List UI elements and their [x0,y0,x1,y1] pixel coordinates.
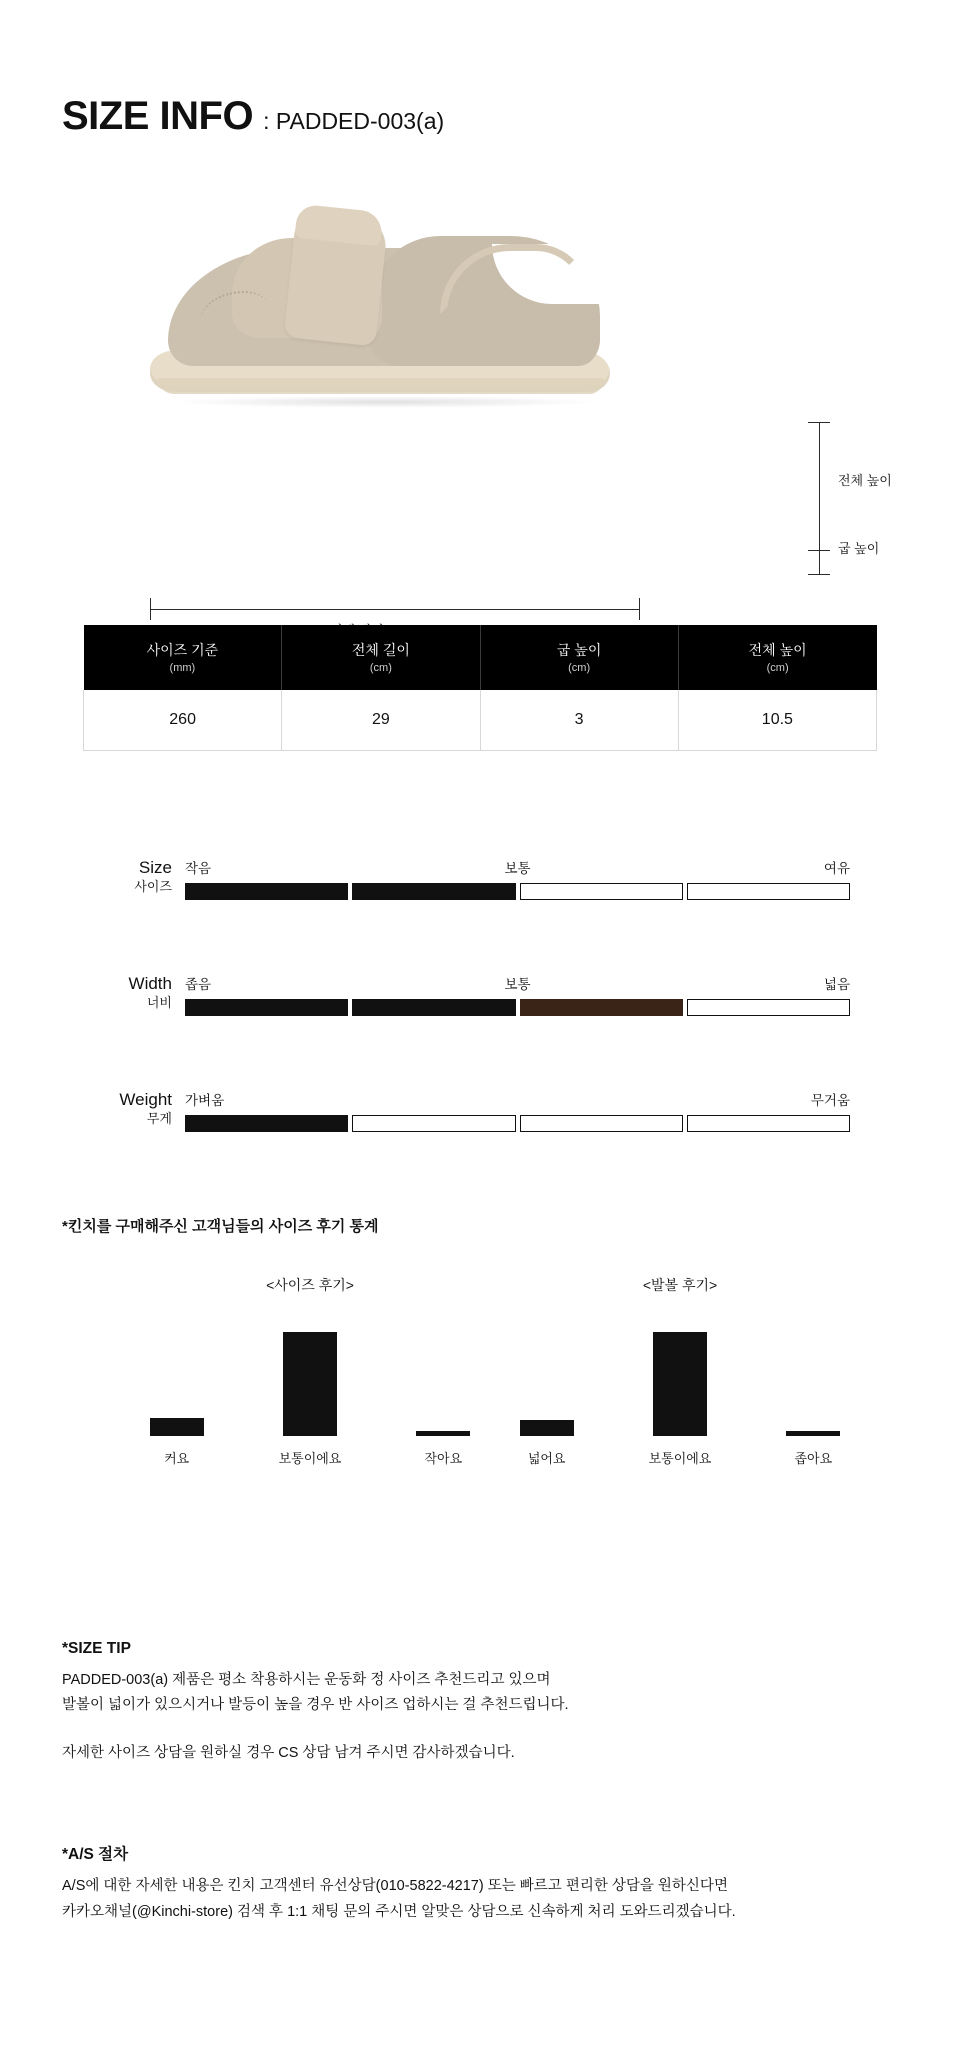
length-tick-right [639,598,640,620]
bar-column [117,1311,237,1467]
table-row [84,690,877,751]
meter-size-scale-mid: 보통 [504,861,531,876]
bar-label: 좁아요 [794,1451,833,1466]
meter-weight-scale-right: 무거움 [810,1093,850,1108]
as-block [62,1842,902,1925]
meter-width-label-ko: 너비 [146,995,172,1011]
size-review-bars [110,1311,510,1467]
spec-header-cell [678,625,876,690]
bar-column [620,1311,740,1467]
meter-size-label-ko: 사이즈 [134,879,172,895]
spec-header-cell [282,625,480,690]
shoe-illustration [140,200,620,430]
meter-segment [185,999,348,1016]
spec-header-unit: (cm) [766,661,789,674]
shoe-ground-shadow [170,396,600,408]
spec-cell-total-height: 10.5 [678,690,876,751]
meter-segment [185,1115,348,1132]
bar-column [250,1311,370,1467]
meter-weight-scale [185,1089,850,1107]
size-review-caption: <사이즈 후기> [266,1277,354,1293]
spec-header-cell [480,625,678,690]
bar [786,1431,840,1436]
as-line-1: A/S에 대한 자세한 내용은 킨치 고객센터 유선상담(010-5822-4217) 또는 빠르고 편리한 상담을 원하신다면 [62,1878,728,1895]
meter-width-scale-left: 좁음 [185,977,212,992]
size-tip-heading: *SIZE TIP [62,1640,131,1657]
spec-header-label: 전체 높이 [748,642,807,658]
meter-width-label-en: Width [128,974,172,993]
meter-size-scale-left: 작음 [185,861,212,876]
size-tip-line-1: PADDED-003(a) 제품은 평소 착용하시는 운동화 정 사이즈 추천드리고 있으며 [62,1672,551,1688]
bar-label: 커요 [164,1451,190,1466]
meter-segment [520,1115,683,1132]
spec-header-label: 굽 높이 [556,642,602,658]
page-title-main: SIZE INFO [62,94,254,138]
spec-cell-total-length: 29 [282,690,480,751]
meter-segment [687,883,850,900]
meter-width [0,951,960,1067]
length-line [150,609,640,610]
meter-size [0,835,960,951]
notes-spacer [62,1719,902,1741]
spec-cell-heel-height: 3 [480,690,678,751]
bar [150,1418,204,1436]
bar [283,1332,337,1436]
heel-height-line [819,514,820,574]
meter-weight-label-en: Weight [119,1090,172,1109]
meter-width-track [185,999,850,1016]
meter-segment [520,999,683,1016]
meter-segment [352,999,515,1016]
spec-header-unit: (cm) [369,661,392,674]
meter-width-scale [185,973,850,991]
spec-header-cell [84,625,282,690]
meter-size-label-en: Size [138,858,172,877]
meter-size-scale-right: 여유 [823,861,850,876]
bar-column [487,1311,607,1467]
bar [653,1332,707,1436]
spec-header-unit: (cm) [568,661,591,674]
bar-label: 보통이에요 [648,1451,712,1466]
meter-segment [352,883,515,900]
meter-segment [687,1115,850,1132]
review-stats-title: *킨치를 구매해주신 고객님들의 사이즈 후기 통계 [62,1218,379,1235]
size-review-chart [110,1275,510,1525]
heel-height-label: 굽 높이 [838,541,880,556]
meter-weight-scale-left: 가벼움 [185,1093,225,1108]
meter-width-scale-mid: 보통 [504,977,531,992]
size-tip-line-2: 발볼이 넓이가 있으시거나 발등이 높을 경우 반 사이즈 업하시는 걸 추천드립니다. [62,1697,569,1714]
meter-weight-label-ko: 무게 [146,1111,172,1127]
product-figure [0,190,960,556]
meter-weight-track [185,1115,850,1132]
notes-section [62,1640,902,1925]
meter-size-label [62,857,172,896]
as-heading: *A/S 절차 [62,1846,129,1864]
review-stats-charts [0,1275,960,1525]
as-line-2: 카카오채널(@Kinchi-store) 검색 후 1:1 채팅 문의 주시면 알맞은 상담으로 신속하게 처리 도와드리겠습니다. [62,1903,736,1920]
meter-weight [0,1067,960,1183]
width-review-caption: <발볼 후기> [642,1277,718,1293]
spec-cell-size-standard: 260 [84,690,282,751]
meter-width-label [62,973,172,1012]
bar-label: 작아요 [424,1451,463,1466]
spec-header-unit: (mm) [169,661,196,674]
height-dimension-guides [790,390,950,585]
meter-width-scale-right: 넓음 [823,977,850,992]
width-review-bars [480,1311,880,1467]
bar-label: 넓어요 [527,1451,566,1466]
meter-segment [352,1115,515,1132]
bar [416,1431,470,1436]
meter-weight-label [62,1089,172,1128]
spec-table-header-row [84,625,877,690]
shoe-sole-edge [158,378,603,394]
width-review-chart [480,1275,880,1525]
meter-segment [687,999,850,1016]
heel-height-tick-bottom [808,574,830,575]
bar-column [753,1311,873,1467]
spec-header-label: 전체 길이 [351,642,410,658]
meter-size-track [185,883,850,900]
spec-table [83,625,877,751]
total-height-label: 전체 높이 [838,473,892,488]
meter-segment [520,883,683,900]
bar [520,1420,574,1436]
size-tip-line-3: 자세한 사이즈 상담을 원하실 경우 CS 상담 남겨 주시면 감사하겠습니다. [62,1744,515,1761]
spec-header-label: 사이즈 기준 [146,642,219,658]
page-title-sub: : PADDED-003(a) [263,108,445,134]
meter-segment [185,883,348,900]
meter-size-scale [185,857,850,875]
page-title [62,96,444,136]
bar-label: 보통이에요 [278,1451,342,1466]
fit-meters [0,835,960,1183]
